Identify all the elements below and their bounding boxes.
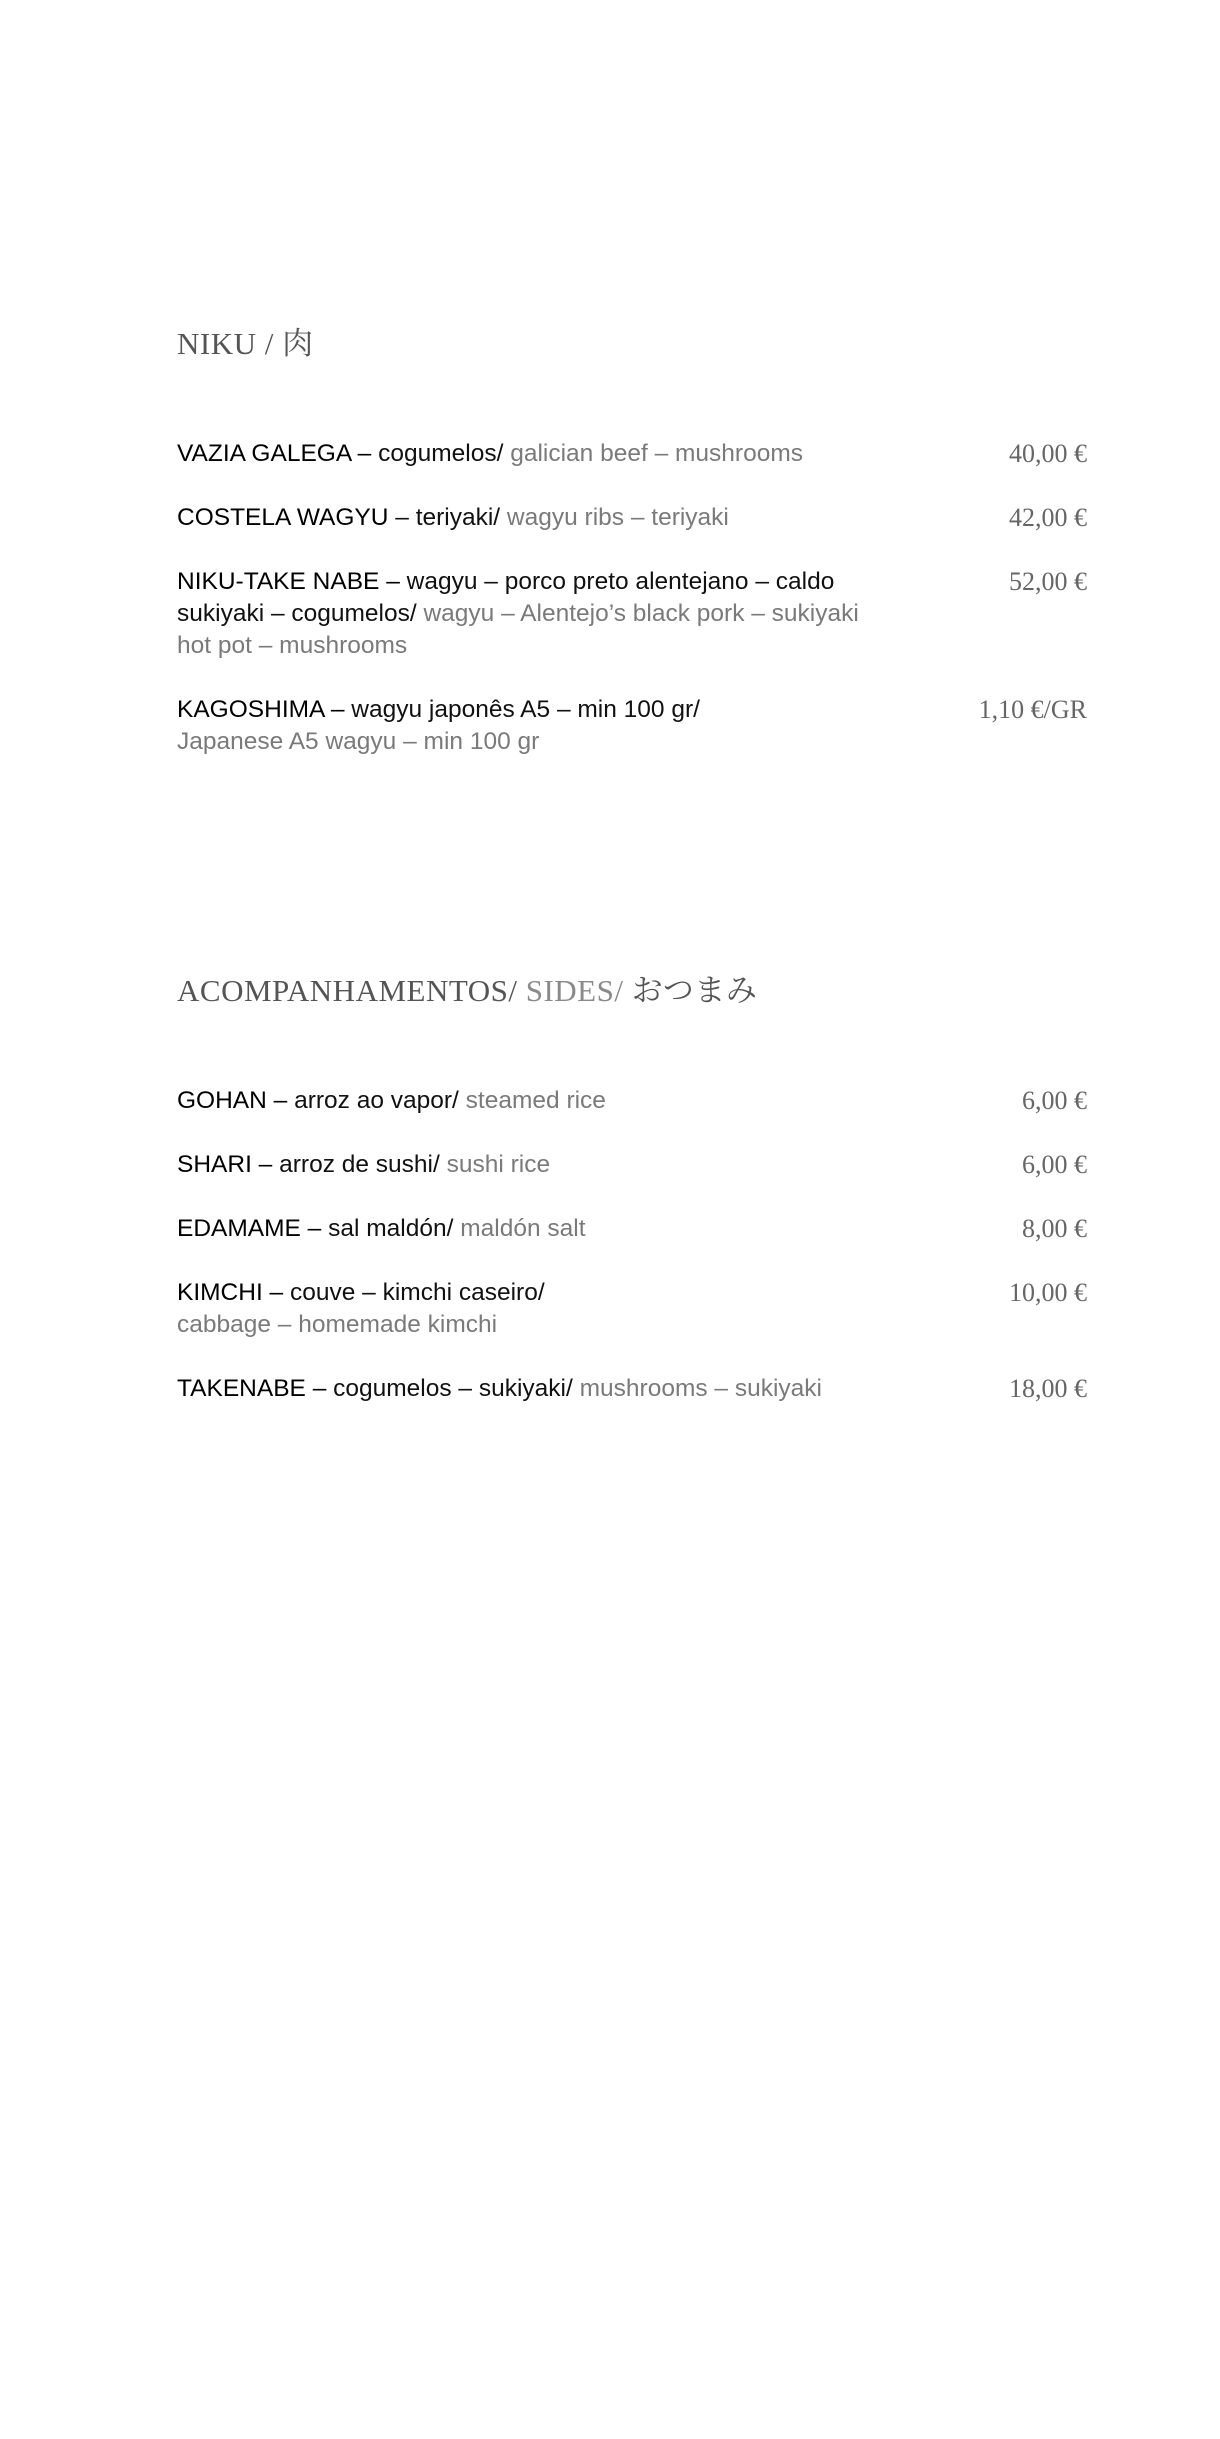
item-name: NIKU-TAKE NABE – [177,568,400,595]
niku-section-title: NIKU / 肉 [177,326,314,361]
item-description-pt: sal maldón/ [321,1215,454,1242]
sides-title-jp: おつまみ [623,973,758,1008]
niku-section [177,318,1087,790]
menu-item-vazia-galega [177,438,1087,470]
item-description-pt: – teriyaki/ [388,504,501,531]
item-description-en: sushi rice [439,1151,551,1178]
item-description [177,1277,867,1341]
item-description [177,566,867,662]
item-description-en: wagyu – Alentejo’s black pork – sukiyaki hot pot – mushrooms [177,600,859,659]
menu-item-kagoshima [177,694,1087,758]
item-description [177,1213,867,1245]
item-description-en: wagyu ribs – teriyaki [500,504,729,531]
item-price: 6,00 € [1022,1150,1087,1179]
menu-item-kimchi [177,1277,1087,1341]
item-description-pt: wagyu japonês A5 – min 100 gr/ [344,696,700,723]
item-description [177,1373,867,1405]
item-price: 1,10 €/GR [978,695,1087,724]
item-description-en: steamed rice [458,1087,606,1114]
item-name: SHARI – [177,1151,273,1178]
item-description [177,1085,867,1117]
item-name: GOHAN – [177,1087,288,1114]
item-description-en: maldón salt [453,1215,586,1242]
item-price: 18,00 € [1009,1374,1087,1403]
item-description [177,502,867,534]
item-description-en: Japanese A5 wagyu – min 100 gr [177,728,540,755]
item-name: KAGOSHIMA – [177,696,345,723]
item-description-pt: arroz de sushi/ [272,1151,440,1178]
sides-title-pt: ACOMPANHAMENTOS/ [177,973,518,1008]
sides-item-list [177,1085,1087,1405]
sides-section-title [177,965,1087,1010]
item-description-pt: wagyu – porco preto alentejano – caldo sukiyaki – cogumelos/ [177,568,835,627]
item-price: 40,00 € [1009,439,1087,468]
menu-item-takenabe [177,1373,1087,1405]
item-description-en: mushrooms – sukiyaki [572,1375,822,1402]
item-name: TAKENABE – [177,1375,327,1402]
item-name: EDAMAME – [177,1215,322,1242]
item-description [177,1149,867,1181]
menu-item-shari [177,1149,1087,1181]
item-price: 10,00 € [1009,1278,1087,1307]
menu-item-niku-take-nabe [177,566,1087,662]
item-name: KIMCHI – [177,1279,284,1306]
item-name: COSTELA WAGYU [177,504,389,531]
item-price: 52,00 € [1009,567,1087,596]
item-description-pt: couve – kimchi caseiro/ [283,1279,545,1306]
sides-section [177,965,1087,1437]
item-description-pt: cogumelos – sukiyaki/ [326,1375,573,1402]
item-description-en: cabbage – homemade kimchi [177,1311,498,1338]
niku-item-list [177,438,1087,758]
menu-item-costela-wagyu [177,502,1087,534]
item-price: 8,00 € [1022,1214,1087,1243]
item-description-pt: arroz ao vapor/ [287,1087,459,1114]
sides-title-en: SIDES/ [517,973,624,1008]
item-name: VAZIA GALEGA – [177,440,372,467]
item-description [177,694,867,758]
item-description-en: galician beef – mushrooms [503,440,803,467]
item-description-pt: cogumelos/ [371,440,504,467]
item-price: 42,00 € [1009,503,1087,532]
item-description [177,438,867,470]
menu-item-edamame [177,1213,1087,1245]
item-price: 6,00 € [1022,1086,1087,1115]
menu-item-gohan [177,1085,1087,1117]
